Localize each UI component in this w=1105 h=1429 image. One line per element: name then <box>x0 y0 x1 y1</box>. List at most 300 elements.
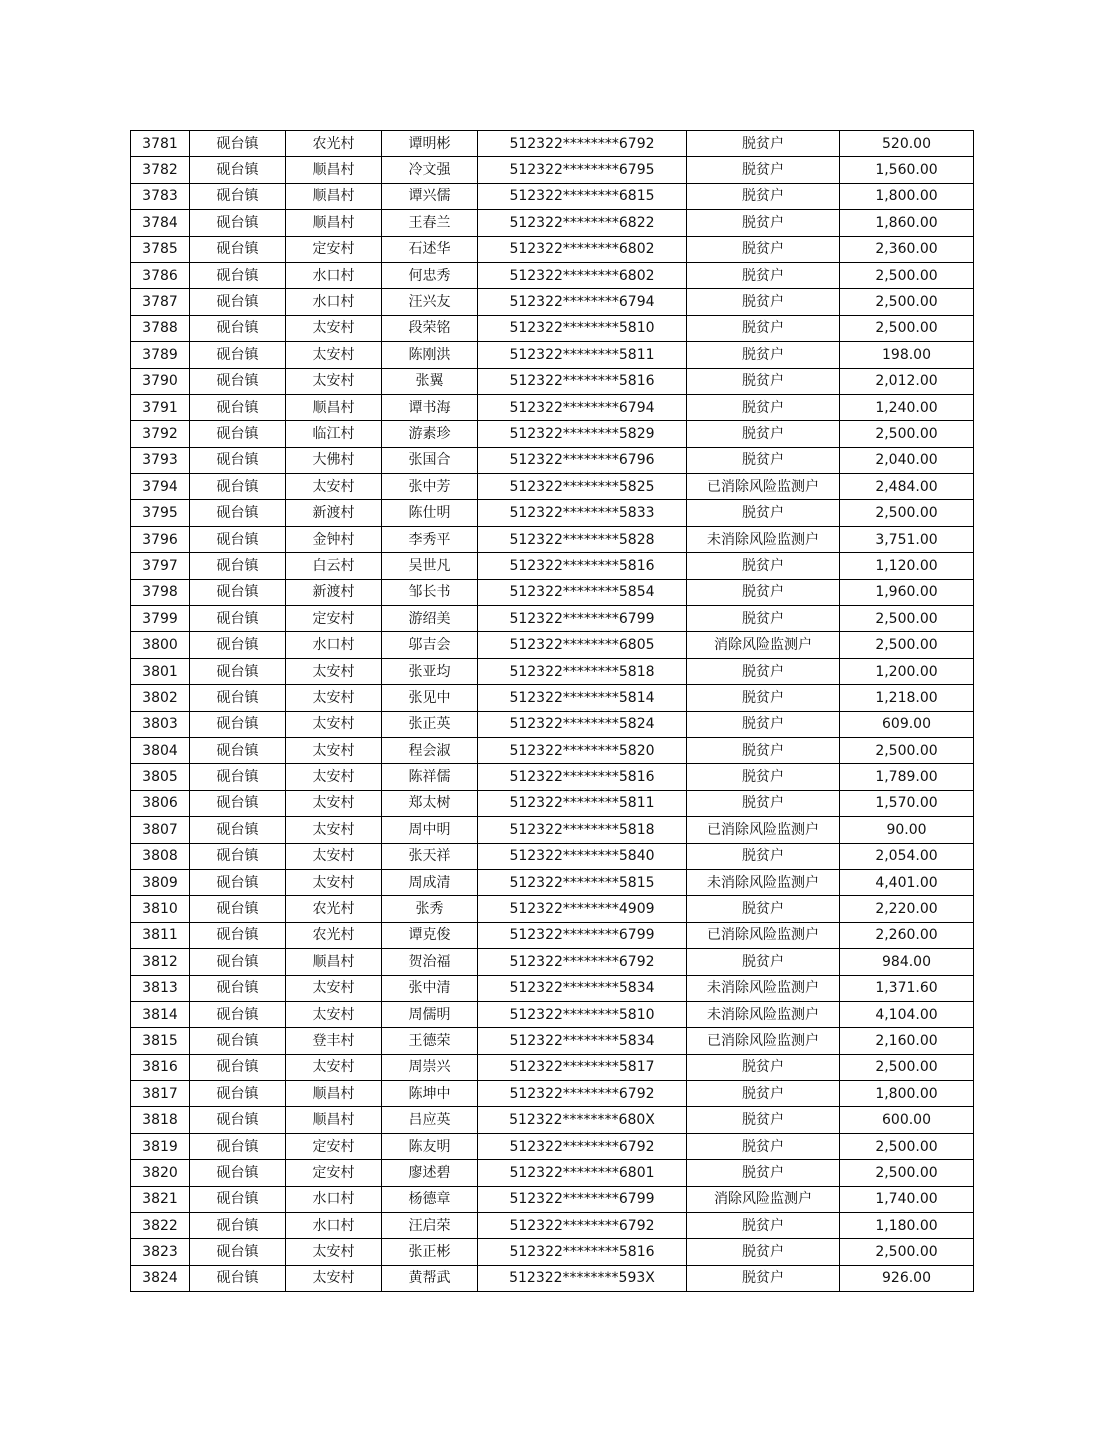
village-cell: 农光村 <box>286 131 382 157</box>
table-body <box>131 131 974 1292</box>
amount-cell: 984.00 <box>840 949 974 975</box>
town-cell: 砚台镇 <box>190 421 286 447</box>
town-cell: 砚台镇 <box>190 368 286 394</box>
name-cell: 谭书海 <box>382 394 478 420</box>
village-cell: 太安村 <box>286 711 382 737</box>
id-number-cell: 512322********5811 <box>478 342 687 368</box>
table-row <box>131 764 974 790</box>
household-type-cell: 未消除风险监测户 <box>687 526 840 552</box>
row-number-cell: 3816 <box>131 1054 190 1080</box>
village-cell: 白云村 <box>286 553 382 579</box>
id-number-cell: 512322********6792 <box>478 1213 687 1239</box>
table-row <box>131 553 974 579</box>
village-cell: 太安村 <box>286 869 382 895</box>
row-number-cell: 3803 <box>131 711 190 737</box>
amount-cell: 1,800.00 <box>840 183 974 209</box>
village-cell: 太安村 <box>286 685 382 711</box>
row-number-cell: 3819 <box>131 1133 190 1159</box>
amount-cell: 2,054.00 <box>840 843 974 869</box>
village-cell: 顺昌村 <box>286 1107 382 1133</box>
table-row <box>131 632 974 658</box>
name-cell: 张正彬 <box>382 1239 478 1265</box>
town-cell: 砚台镇 <box>190 606 286 632</box>
town-cell: 砚台镇 <box>190 1133 286 1159</box>
amount-cell: 2,500.00 <box>840 1133 974 1159</box>
town-cell: 砚台镇 <box>190 843 286 869</box>
table-row <box>131 131 974 157</box>
name-cell: 廖述碧 <box>382 1160 478 1186</box>
village-cell: 太安村 <box>286 790 382 816</box>
village-cell: 顺昌村 <box>286 394 382 420</box>
town-cell: 砚台镇 <box>190 817 286 843</box>
household-type-cell: 脱贫户 <box>687 289 840 315</box>
household-type-cell: 脱贫户 <box>687 183 840 209</box>
name-cell: 游绍美 <box>382 606 478 632</box>
id-number-cell: 512322********6802 <box>478 236 687 262</box>
table-row <box>131 157 974 183</box>
id-number-cell: 512322********5816 <box>478 764 687 790</box>
town-cell: 砚台镇 <box>190 262 286 288</box>
row-number-cell: 3800 <box>131 632 190 658</box>
name-cell: 杨德章 <box>382 1186 478 1212</box>
id-number-cell: 512322********6799 <box>478 606 687 632</box>
village-cell: 顺昌村 <box>286 183 382 209</box>
row-number-cell: 3789 <box>131 342 190 368</box>
amount-cell: 2,484.00 <box>840 474 974 500</box>
table-row <box>131 579 974 605</box>
household-type-cell: 未消除风险监测户 <box>687 975 840 1001</box>
amount-cell: 1,371.60 <box>840 975 974 1001</box>
town-cell: 砚台镇 <box>190 869 286 895</box>
table-row <box>131 262 974 288</box>
amount-cell: 2,500.00 <box>840 289 974 315</box>
table-row <box>131 1081 974 1107</box>
household-type-cell: 脱贫户 <box>687 262 840 288</box>
village-cell: 顺昌村 <box>286 210 382 236</box>
id-number-cell: 512322********5810 <box>478 315 687 341</box>
amount-cell: 4,104.00 <box>840 1001 974 1027</box>
row-number-cell: 3795 <box>131 500 190 526</box>
name-cell: 周中明 <box>382 817 478 843</box>
town-cell: 砚台镇 <box>190 975 286 1001</box>
id-number-cell: 512322********5811 <box>478 790 687 816</box>
row-number-cell: 3813 <box>131 975 190 1001</box>
table-row <box>131 368 974 394</box>
amount-cell: 2,500.00 <box>840 1160 974 1186</box>
name-cell: 张中芳 <box>382 474 478 500</box>
amount-cell: 2,160.00 <box>840 1028 974 1054</box>
amount-cell: 2,500.00 <box>840 1239 974 1265</box>
row-number-cell: 3788 <box>131 315 190 341</box>
amount-cell: 198.00 <box>840 342 974 368</box>
name-cell: 张秀 <box>382 896 478 922</box>
id-number-cell: 512322********5810 <box>478 1001 687 1027</box>
row-number-cell: 3798 <box>131 579 190 605</box>
row-number-cell: 3805 <box>131 764 190 790</box>
town-cell: 砚台镇 <box>190 1239 286 1265</box>
row-number-cell: 3783 <box>131 183 190 209</box>
id-number-cell: 512322********5814 <box>478 685 687 711</box>
id-number-cell: 512322********6796 <box>478 447 687 473</box>
village-cell: 定安村 <box>286 1133 382 1159</box>
village-cell: 定安村 <box>286 1160 382 1186</box>
household-type-cell: 消除风险监测户 <box>687 1186 840 1212</box>
household-type-cell: 脱贫户 <box>687 606 840 632</box>
name-cell: 邬吉会 <box>382 632 478 658</box>
amount-cell: 1,240.00 <box>840 394 974 420</box>
data-table <box>130 130 974 1292</box>
table-row <box>131 1239 974 1265</box>
row-number-cell: 3799 <box>131 606 190 632</box>
table-row <box>131 975 974 1001</box>
village-cell: 农光村 <box>286 896 382 922</box>
amount-cell: 2,260.00 <box>840 922 974 948</box>
town-cell: 砚台镇 <box>190 447 286 473</box>
household-type-cell: 已消除风险监测户 <box>687 922 840 948</box>
amount-cell: 1,740.00 <box>840 1186 974 1212</box>
id-number-cell: 512322********5854 <box>478 579 687 605</box>
name-cell: 邹长书 <box>382 579 478 605</box>
id-number-cell: 512322********6794 <box>478 289 687 315</box>
table-row <box>131 1133 974 1159</box>
id-number-cell: 512322********6799 <box>478 922 687 948</box>
town-cell: 砚台镇 <box>190 1213 286 1239</box>
id-number-cell: 512322********5833 <box>478 500 687 526</box>
name-cell: 贺治福 <box>382 949 478 975</box>
household-type-cell: 脱贫户 <box>687 1239 840 1265</box>
village-cell: 太安村 <box>286 474 382 500</box>
town-cell: 砚台镇 <box>190 289 286 315</box>
household-type-cell: 脱贫户 <box>687 579 840 605</box>
amount-cell: 1,789.00 <box>840 764 974 790</box>
village-cell: 太安村 <box>286 315 382 341</box>
town-cell: 砚台镇 <box>190 183 286 209</box>
amount-cell: 2,500.00 <box>840 262 974 288</box>
amount-cell: 2,220.00 <box>840 896 974 922</box>
village-cell: 水口村 <box>286 289 382 315</box>
amount-cell: 609.00 <box>840 711 974 737</box>
amount-cell: 3,751.00 <box>840 526 974 552</box>
amount-cell: 2,040.00 <box>840 447 974 473</box>
id-number-cell: 512322********6792 <box>478 131 687 157</box>
row-number-cell: 3801 <box>131 658 190 684</box>
village-cell: 太安村 <box>286 1239 382 1265</box>
household-type-cell: 脱贫户 <box>687 896 840 922</box>
id-number-cell: 512322********6815 <box>478 183 687 209</box>
village-cell: 金钟村 <box>286 526 382 552</box>
town-cell: 砚台镇 <box>190 632 286 658</box>
name-cell: 陈祥儒 <box>382 764 478 790</box>
table-row <box>131 843 974 869</box>
name-cell: 李秀平 <box>382 526 478 552</box>
id-number-cell: 512322********4909 <box>478 896 687 922</box>
row-number-cell: 3791 <box>131 394 190 420</box>
village-cell: 顺昌村 <box>286 949 382 975</box>
household-type-cell: 脱贫户 <box>687 447 840 473</box>
household-type-cell: 脱贫户 <box>687 157 840 183</box>
id-number-cell: 512322********6792 <box>478 949 687 975</box>
name-cell: 程会淑 <box>382 737 478 763</box>
name-cell: 谭克俊 <box>382 922 478 948</box>
id-number-cell: 512322********6805 <box>478 632 687 658</box>
id-number-cell: 512322********6799 <box>478 1186 687 1212</box>
amount-cell: 1,570.00 <box>840 790 974 816</box>
table-row <box>131 1001 974 1027</box>
table-row <box>131 183 974 209</box>
town-cell: 砚台镇 <box>190 579 286 605</box>
village-cell: 水口村 <box>286 1186 382 1212</box>
household-type-cell: 脱贫户 <box>687 210 840 236</box>
household-type-cell: 脱贫户 <box>687 236 840 262</box>
amount-cell: 4,401.00 <box>840 869 974 895</box>
table-row <box>131 1186 974 1212</box>
household-type-cell: 已消除风险监测户 <box>687 1028 840 1054</box>
household-type-cell: 脱贫户 <box>687 1213 840 1239</box>
household-type-cell: 脱贫户 <box>687 1054 840 1080</box>
row-number-cell: 3804 <box>131 737 190 763</box>
town-cell: 砚台镇 <box>190 553 286 579</box>
row-number-cell: 3810 <box>131 896 190 922</box>
id-number-cell: 512322********680X <box>478 1107 687 1133</box>
id-number-cell: 512322********6794 <box>478 394 687 420</box>
id-number-cell: 512322********5834 <box>478 975 687 1001</box>
amount-cell: 2,500.00 <box>840 421 974 447</box>
table-row <box>131 500 974 526</box>
name-cell: 王春兰 <box>382 210 478 236</box>
row-number-cell: 3809 <box>131 869 190 895</box>
table-row <box>131 1265 974 1291</box>
village-cell: 太安村 <box>286 1265 382 1291</box>
id-number-cell: 512322********5818 <box>478 658 687 684</box>
town-cell: 砚台镇 <box>190 658 286 684</box>
id-number-cell: 512322********5829 <box>478 421 687 447</box>
amount-cell: 520.00 <box>840 131 974 157</box>
id-number-cell: 512322********6795 <box>478 157 687 183</box>
village-cell: 太安村 <box>286 764 382 790</box>
row-number-cell: 3784 <box>131 210 190 236</box>
table-row <box>131 1160 974 1186</box>
amount-cell: 2,360.00 <box>840 236 974 262</box>
amount-cell: 2,500.00 <box>840 737 974 763</box>
table-row <box>131 315 974 341</box>
town-cell: 砚台镇 <box>190 711 286 737</box>
id-number-cell: 512322********6822 <box>478 210 687 236</box>
table-row <box>131 1028 974 1054</box>
name-cell: 汪兴友 <box>382 289 478 315</box>
id-number-cell: 512322********5818 <box>478 817 687 843</box>
village-cell: 太安村 <box>286 1001 382 1027</box>
row-number-cell: 3808 <box>131 843 190 869</box>
row-number-cell: 3821 <box>131 1186 190 1212</box>
row-number-cell: 3814 <box>131 1001 190 1027</box>
name-cell: 张中清 <box>382 975 478 1001</box>
town-cell: 砚台镇 <box>190 474 286 500</box>
village-cell: 太安村 <box>286 817 382 843</box>
id-number-cell: 512322********5834 <box>478 1028 687 1054</box>
household-type-cell: 已消除风险监测户 <box>687 817 840 843</box>
amount-cell: 1,120.00 <box>840 553 974 579</box>
row-number-cell: 3781 <box>131 131 190 157</box>
row-number-cell: 3807 <box>131 817 190 843</box>
village-cell: 农光村 <box>286 922 382 948</box>
village-cell: 临江村 <box>286 421 382 447</box>
town-cell: 砚台镇 <box>190 526 286 552</box>
table-row <box>131 526 974 552</box>
name-cell: 张见中 <box>382 685 478 711</box>
row-number-cell: 3817 <box>131 1081 190 1107</box>
town-cell: 砚台镇 <box>190 131 286 157</box>
household-type-cell: 消除风险监测户 <box>687 632 840 658</box>
name-cell: 张国合 <box>382 447 478 473</box>
table-row <box>131 342 974 368</box>
amount-cell: 2,500.00 <box>840 632 974 658</box>
id-number-cell: 512322********5825 <box>478 474 687 500</box>
village-cell: 水口村 <box>286 262 382 288</box>
town-cell: 砚台镇 <box>190 1107 286 1133</box>
village-cell: 顺昌村 <box>286 1081 382 1107</box>
village-cell: 定安村 <box>286 236 382 262</box>
household-type-cell: 脱贫户 <box>687 342 840 368</box>
table-row <box>131 896 974 922</box>
table-row <box>131 606 974 632</box>
row-number-cell: 3812 <box>131 949 190 975</box>
row-number-cell: 3822 <box>131 1213 190 1239</box>
name-cell: 张翼 <box>382 368 478 394</box>
name-cell: 谭明彬 <box>382 131 478 157</box>
name-cell: 张亚均 <box>382 658 478 684</box>
household-type-cell: 已消除风险监测户 <box>687 474 840 500</box>
name-cell: 陈仕明 <box>382 500 478 526</box>
id-number-cell: 512322********593X <box>478 1265 687 1291</box>
amount-cell: 2,500.00 <box>840 606 974 632</box>
row-number-cell: 3792 <box>131 421 190 447</box>
row-number-cell: 3820 <box>131 1160 190 1186</box>
row-number-cell: 3787 <box>131 289 190 315</box>
town-cell: 砚台镇 <box>190 236 286 262</box>
town-cell: 砚台镇 <box>190 342 286 368</box>
town-cell: 砚台镇 <box>190 1160 286 1186</box>
table-row <box>131 869 974 895</box>
name-cell: 郑太树 <box>382 790 478 816</box>
household-type-cell: 脱贫户 <box>687 315 840 341</box>
village-cell: 太安村 <box>286 737 382 763</box>
town-cell: 砚台镇 <box>190 394 286 420</box>
row-number-cell: 3824 <box>131 1265 190 1291</box>
household-type-cell: 脱贫户 <box>687 131 840 157</box>
town-cell: 砚台镇 <box>190 1028 286 1054</box>
village-cell: 太安村 <box>286 975 382 1001</box>
name-cell: 陈友明 <box>382 1133 478 1159</box>
amount-cell: 600.00 <box>840 1107 974 1133</box>
town-cell: 砚台镇 <box>190 685 286 711</box>
town-cell: 砚台镇 <box>190 157 286 183</box>
town-cell: 砚台镇 <box>190 922 286 948</box>
row-number-cell: 3818 <box>131 1107 190 1133</box>
table-row <box>131 949 974 975</box>
id-number-cell: 512322********5820 <box>478 737 687 763</box>
table-row <box>131 1213 974 1239</box>
village-cell: 水口村 <box>286 1213 382 1239</box>
row-number-cell: 3806 <box>131 790 190 816</box>
amount-cell: 2,500.00 <box>840 500 974 526</box>
table-row <box>131 790 974 816</box>
town-cell: 砚台镇 <box>190 210 286 236</box>
amount-cell: 1,218.00 <box>840 685 974 711</box>
amount-cell: 1,800.00 <box>840 1081 974 1107</box>
name-cell: 周崇兴 <box>382 1054 478 1080</box>
name-cell: 段荣铭 <box>382 315 478 341</box>
name-cell: 王德荣 <box>382 1028 478 1054</box>
name-cell: 游素珍 <box>382 421 478 447</box>
household-type-cell: 脱贫户 <box>687 790 840 816</box>
household-type-cell: 脱贫户 <box>687 658 840 684</box>
amount-cell: 2,500.00 <box>840 1054 974 1080</box>
name-cell: 周儒明 <box>382 1001 478 1027</box>
amount-cell: 1,180.00 <box>840 1213 974 1239</box>
id-number-cell: 512322********5840 <box>478 843 687 869</box>
household-type-cell: 脱贫户 <box>687 764 840 790</box>
town-cell: 砚台镇 <box>190 1081 286 1107</box>
table-row <box>131 658 974 684</box>
household-type-cell: 脱贫户 <box>687 1160 840 1186</box>
village-cell: 大佛村 <box>286 447 382 473</box>
village-cell: 顺昌村 <box>286 157 382 183</box>
household-type-cell: 脱贫户 <box>687 1081 840 1107</box>
table-row <box>131 1107 974 1133</box>
village-cell: 水口村 <box>286 632 382 658</box>
town-cell: 砚台镇 <box>190 315 286 341</box>
table-row <box>131 1054 974 1080</box>
row-number-cell: 3797 <box>131 553 190 579</box>
row-number-cell: 3785 <box>131 236 190 262</box>
village-cell: 定安村 <box>286 606 382 632</box>
town-cell: 砚台镇 <box>190 1054 286 1080</box>
household-type-cell: 脱贫户 <box>687 368 840 394</box>
name-cell: 张正英 <box>382 711 478 737</box>
amount-cell: 926.00 <box>840 1265 974 1291</box>
name-cell: 张天祥 <box>382 843 478 869</box>
name-cell: 何忠秀 <box>382 262 478 288</box>
row-number-cell: 3802 <box>131 685 190 711</box>
household-type-cell: 脱贫户 <box>687 737 840 763</box>
household-type-cell: 脱贫户 <box>687 421 840 447</box>
town-cell: 砚台镇 <box>190 1265 286 1291</box>
amount-cell: 1,960.00 <box>840 579 974 605</box>
household-type-cell: 未消除风险监测户 <box>687 1001 840 1027</box>
amount-cell: 1,200.00 <box>840 658 974 684</box>
name-cell: 周成清 <box>382 869 478 895</box>
village-cell: 太安村 <box>286 658 382 684</box>
id-number-cell: 512322********5828 <box>478 526 687 552</box>
village-cell: 新渡村 <box>286 579 382 605</box>
household-type-cell: 脱贫户 <box>687 685 840 711</box>
id-number-cell: 512322********6802 <box>478 262 687 288</box>
name-cell: 吕应英 <box>382 1107 478 1133</box>
table-row <box>131 394 974 420</box>
id-number-cell: 512322********5824 <box>478 711 687 737</box>
table-row <box>131 922 974 948</box>
village-cell: 新渡村 <box>286 500 382 526</box>
household-type-cell: 脱贫户 <box>687 1265 840 1291</box>
household-type-cell: 脱贫户 <box>687 949 840 975</box>
id-number-cell: 512322********5817 <box>478 1054 687 1080</box>
village-cell: 登丰村 <box>286 1028 382 1054</box>
town-cell: 砚台镇 <box>190 737 286 763</box>
row-number-cell: 3811 <box>131 922 190 948</box>
table-row <box>131 289 974 315</box>
id-number-cell: 512322********6792 <box>478 1133 687 1159</box>
row-number-cell: 3782 <box>131 157 190 183</box>
